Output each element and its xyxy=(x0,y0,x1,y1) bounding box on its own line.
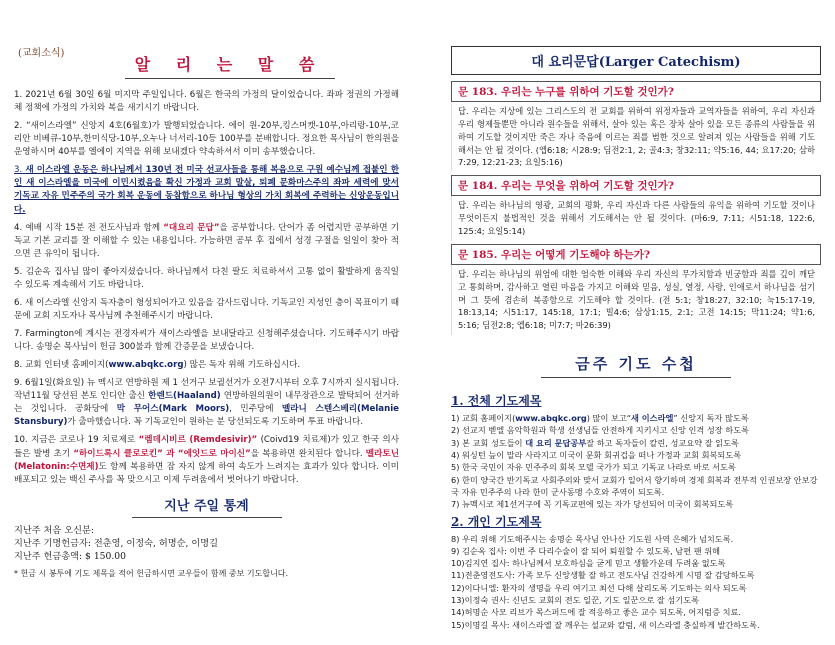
item-text: 새 이스라엘 신앙지 독자층이 형성되어가고 있음을 감사드립니다. 기독교인 지성인 층이 목표이기 때문에 교회 지도자나 목사님께 추천해주시기 바랍니다. xyxy=(14,297,399,321)
drug-name: “렘데시비르 (Remdesivir)” xyxy=(138,435,258,446)
homepage-link[interactable]: www.abqkc.org xyxy=(515,413,587,424)
stats-title: 지난 주일 통계 xyxy=(14,495,399,518)
catechism-study: 대 요리 문답공부 xyxy=(525,437,587,448)
catechism-question: 문 185. 우리는 어떻게 기도해야 하는가? xyxy=(451,244,821,265)
prayer-item: 14)허명순 사모 리브가 목스퍼드에 잘 적응하고 좋은 교수 되도록, 어지럼증 치료. xyxy=(451,607,742,618)
item-text: 지금은 코로나 19 치료제로 xyxy=(31,435,139,446)
prayer-text: 2) 선교지 벧엘 음악학원과 학생 선생님들 안전하게 지키시고 신앙 인격 성장 하도록 xyxy=(451,425,750,436)
prayer-text: 잘 하고 독자들이 칼린, 성교요약 잘 읽도록 xyxy=(586,437,739,448)
prayer-item xyxy=(451,449,821,461)
item-number: 3. xyxy=(14,165,23,176)
item-number: 8. xyxy=(14,360,23,371)
announcement-item xyxy=(14,120,399,159)
item-text: , 민주당에 xyxy=(229,404,282,415)
announcements-title: 알 리 는 말 씀 xyxy=(60,52,399,79)
item-text: 을 공부합니다. 단어가 좀 어렵지만 공부하면 기독교 기본 교리를 잘 이해할 수 있는 내용입니다. 가능하면 공부 후 집에서 성경 구절을 일일이 찾아 적으면 큰 유익이 됩니다. xyxy=(14,222,400,259)
stats-offering-total: 지난주 헌금총액: $ 150.00 xyxy=(14,551,126,563)
prayer-item xyxy=(451,412,821,424)
magazine-name: 새 이스라엘 xyxy=(631,413,674,424)
announcement-item xyxy=(14,222,399,261)
section-heading-personal: 2. 개인 기도제목 xyxy=(451,514,542,529)
item-number: 9. xyxy=(14,378,23,389)
prayer-text: ” 신앙지 독자 많도록 xyxy=(673,413,749,424)
personal-prayer-list xyxy=(451,533,821,631)
general-prayer-list xyxy=(451,412,821,510)
item-text: (Coivd19 치료제)가 있고 한국 의사들은 발병 초기 xyxy=(14,435,399,459)
stats-new-visitors: 지난주 처음 오신분: xyxy=(14,524,94,536)
prayer-text: 5) 한국 국민이 자유 민주주의 회복 모델 국가가 되고 기독교 나라로 바로 서도록 xyxy=(451,462,736,473)
prayer-item xyxy=(451,437,821,449)
item-number: 1. xyxy=(14,90,23,100)
item-text: 교회 인터넷 홈페이지( xyxy=(24,360,109,371)
candidate-name: 막 무어스(Mark Moors) xyxy=(116,404,230,415)
item-text: 예배 시작 15분 전 전도사님과 함께 xyxy=(25,222,164,233)
prayer-text: 7) 뉴멕시코 제1선거구에 꼭 기독교편에 있는 자가 당선되어 미국이 회복되도록 xyxy=(451,499,734,510)
catechism-title: 대 요리문답(Larger Catechism) xyxy=(451,46,821,75)
prayer-item xyxy=(451,461,821,473)
item-text: 2021년 6월 30일 6월 미지막 주일입니다. 6월은 한국의 가정의 달이었습니다. 좌파 정권의 가정해체 정책에 가정의 가치와 복을 새기시기 바랍니다. xyxy=(14,90,399,114)
prayer-item: 11)전춘영전도사: 가족 모두 신앙생활 잘 하고 전도사님 건강하게 시명 잘 감당하도록 xyxy=(451,570,755,581)
item-number: 10. xyxy=(14,435,28,446)
item-number: 4. xyxy=(14,222,23,233)
prayer-item xyxy=(451,424,821,436)
section-heading-general: 1. 전체 기도제목 xyxy=(451,394,542,409)
item-text: 가 출마했습니다. 꼭 기독교인이 원하는 분 당선되도록 기도하며 투표 바랍니다. xyxy=(67,417,364,428)
prayer-text: 1) 교회 홈페이지( xyxy=(451,413,516,424)
prayer-item: 13)이정숙 권사: 신년도 교회의 전도 일꾼, 기도 일꾼으로 잘 섬기도록 xyxy=(451,595,700,606)
announcement-item xyxy=(14,328,399,354)
item-text: 김순옥 집사님 많이 좋아지셨습니다. 하나님께서 다친 팔도 치료하셔서 고통 없이 활발하게 움직일 수 있도록 계속해서 기도 바랍니다. xyxy=(14,266,399,290)
prayer-item xyxy=(451,498,821,510)
announcement-item xyxy=(14,434,399,486)
item-number: 6. xyxy=(14,297,23,308)
item-text: 새 이스라엘 운동은 하나님께서 130년 전 미국 선교사들을 통해 복음으로 구원 예수님께 접붙인 한인 새 이스라엘을 미국에 이민시켰음을 확신 가정과 교회 말살, 퇴폐 문화마스주의 좌파 세력에 맞서 기독교 자유 민주주의 국가 회복 운동에 동참함으로 하나님 형상의 가치 회복에 주력하는 신앙운동입니다. xyxy=(14,165,399,215)
prayer-item: 10)김지연 집사: 하나님께서 보호하심을 굳게 믿고 생활가운데 두려움 없도록 xyxy=(451,558,726,569)
prayer-text: 6) 한미 양국간 반기독교 사회주의와 맞서 교회가 일어서 향기하며 경제 회복과 전부적 인권보장 안보강국 자유 민주주의 나라 한미 군사동맹 수호와 주역이 되도록. xyxy=(451,474,818,497)
announcement-item xyxy=(14,377,399,429)
catechism-question: 문 184. 우리는 무엇을 위하여 기도할 것인가? xyxy=(451,175,821,196)
catechism-highlight: “대요리 문답” xyxy=(163,222,220,233)
catechism-question: 문 183. 우리는 누구를 위하여 기도할 것인가? xyxy=(451,81,821,102)
announcement-item xyxy=(14,297,399,323)
item-text: 6월1일(화요일) 뉴 멕시코 연방하원 제 1 선거구 보궐선거가 오전7시부터 오후 7시까지 실시됩니다. 작년11월 당선된 본토 인디안 출신 xyxy=(14,378,400,402)
candidate-name: 멜라니 스텐스베리(Melanie Stansbury) xyxy=(14,404,399,428)
announcements-column xyxy=(14,50,399,579)
item-text: 을 복용하면 완치된다 합니다. xyxy=(250,448,366,459)
catechism-column xyxy=(451,46,821,631)
announcement-item xyxy=(14,266,399,292)
announcement-item xyxy=(14,359,399,372)
catechism-answer: 답. 우리는 하나님의 영광, 교회의 평화, 우리 자신과 다른 사람들의 유익을 위하여 기도할 것이나 무엇이든지 불법적인 것을 위해서 기도해서는 안 될 것이다. (마6:9, 7:11; 시51:18, 122:6, 125:4; 요일5:14) xyxy=(451,196,821,241)
item-text: Farmington에 계시는 전경자씨가 새이스라엘을 보내달라고 신청해주셨습니다. 기도해주시기 바랍니다. 송명순 목사님이 헌금 300불과 함께 간증문을 보냈습니다. xyxy=(14,329,400,353)
drug-name: “하이드록시 클로로킨” 과 “에잇드로 마이신” xyxy=(73,448,251,459)
candidate-name: 한렌드(Haaland) xyxy=(148,391,221,402)
church-news-tag: (교회소식) xyxy=(18,48,65,59)
prayer-item: 9) 김순옥 집사: 이번 주 다리수술이 잘 되어 퇴원할 수 있도록, 남편 팬 위해 xyxy=(451,545,721,556)
item-number: 5. xyxy=(14,266,23,277)
prayer-item: 15)이명길 목사: 새이스라엘 잘 깨우는 설교와 칼럼, 새 이스라엘 충실하게 발간하도록. xyxy=(451,619,760,630)
item-number: 7. xyxy=(14,329,23,339)
item-text: “새이스라엘” 신앙지 4호(6월호)가 발행되었습니다. 에이 원-20부,킹스머캣-10부,아리랑-10부,코리안 비베큐-10부,한미식당-10부,오누나 너서리-10등 100부를 분배합니다. 정요한 목사님이 한의원을 운영하시며 40부를 엘에이 지역을 위해 보내겠다 약속하셔서 이미 송부했습니다. xyxy=(14,121,399,158)
homepage-link[interactable]: www.abqkc.org xyxy=(108,360,184,371)
item-text: 도 함께 복용하면 잠 자지 않게 하여 속도가 느려지는 효과가 있다 합니다. 이미 배포되고 있는 백신 주사를 꼭 맞으시고 이제 두려움에서 벗어나기 바랍니다. xyxy=(14,461,399,485)
prayer-title: 금주 기도 수첩 xyxy=(451,353,821,378)
prayer-text: 3) 본 교회 성도들이 xyxy=(451,437,526,448)
announcement-list xyxy=(14,89,399,487)
stats-named-offerings: 지난주 기명헌금자: 전춘영, 이정숙, 허명순, 이명길 xyxy=(14,538,218,550)
item-text: ) 많은 독자 위해 기도하십시다. xyxy=(183,360,301,371)
item-number: 2. xyxy=(14,121,23,132)
announcement-item xyxy=(14,89,399,115)
prayer-item: 8) 우리 위해 기도해주시는 송명순 목사님 안나산 기도원 사역 은혜가 넘치도록. xyxy=(451,533,734,544)
prayer-text: ) 많이 보고“ xyxy=(586,413,632,424)
stats-block xyxy=(14,524,399,564)
catechism-answer: 답. 우리는 지상에 있는 그리스도의 전 교회를 위하여 위정자들과 교역자들을 위하여, 우리 자신과 우리 형제들뿐만 아니라 원수들을 위해서, 살아 있는 혹은 장차 살아 있을 모든 종류의 사람들을 위하여 기도할 것이지만 죽은 자나 죽음에 이르는 죄를 범한 것으로 알려져 있는 사람들을 위해 기도해서는 안 될 것이다. (엡6:18; 시28:9; 딤전2:1, 2; 골4:3; 창32:11; 약5:16, 44; 요17:20; 삼하7:29, 12:21-23; 요일5:16) xyxy=(451,102,821,172)
announcement-item-highlighted xyxy=(14,164,399,216)
item-text: 연방하원의원이 내무장관으로 발탁되어 선거하는 것입니다. 공화당에 xyxy=(14,391,399,415)
offering-note: * 헌금 시 봉투에 기도 제목을 적어 헌금하시면 교우들이 함께 중보 기도합니다. xyxy=(14,568,289,578)
drug-name: 멜라토닌(Melatonin:수면제) xyxy=(14,448,400,472)
prayer-item xyxy=(451,474,821,499)
prayer-item: 12)이다니엘: 환자의 생명을 우리 여기고 최선 다해 살리도록 기도하는 의사 되도록 xyxy=(451,582,747,593)
catechism-answer: 답. 우리는 하나님의 위엄에 대한 엄숙한 이해와 우리 자신의 무가치함과 빈궁함과 죄를 깊이 깨닫고 통회하며, 감사하고 열린 마음을 가지고 이해와 믿음, 성실, 열정, 사랑, 인애로서 하나님을 섬기며 그 뜻에 겸손히 복종함으로 기도해야 할 것이다. (전 5:1; 창18:27, 32:10; 눅15:17-19, 18:13,14; 시51:17, 145:18, 17:1; 빌4:6; 삼상1:15, 2:1; 고전 14:15; 막11:24; 약1:6, 5:16; 딤전2:8; 엡6:18; 미7:7; 마26:39) xyxy=(451,265,821,335)
prayer-text: 4) 워싱턴 늪이 말라 사라지고 미국이 문화 회귀겁을 떠나 가정과 교회 회복되도록 xyxy=(451,450,742,461)
